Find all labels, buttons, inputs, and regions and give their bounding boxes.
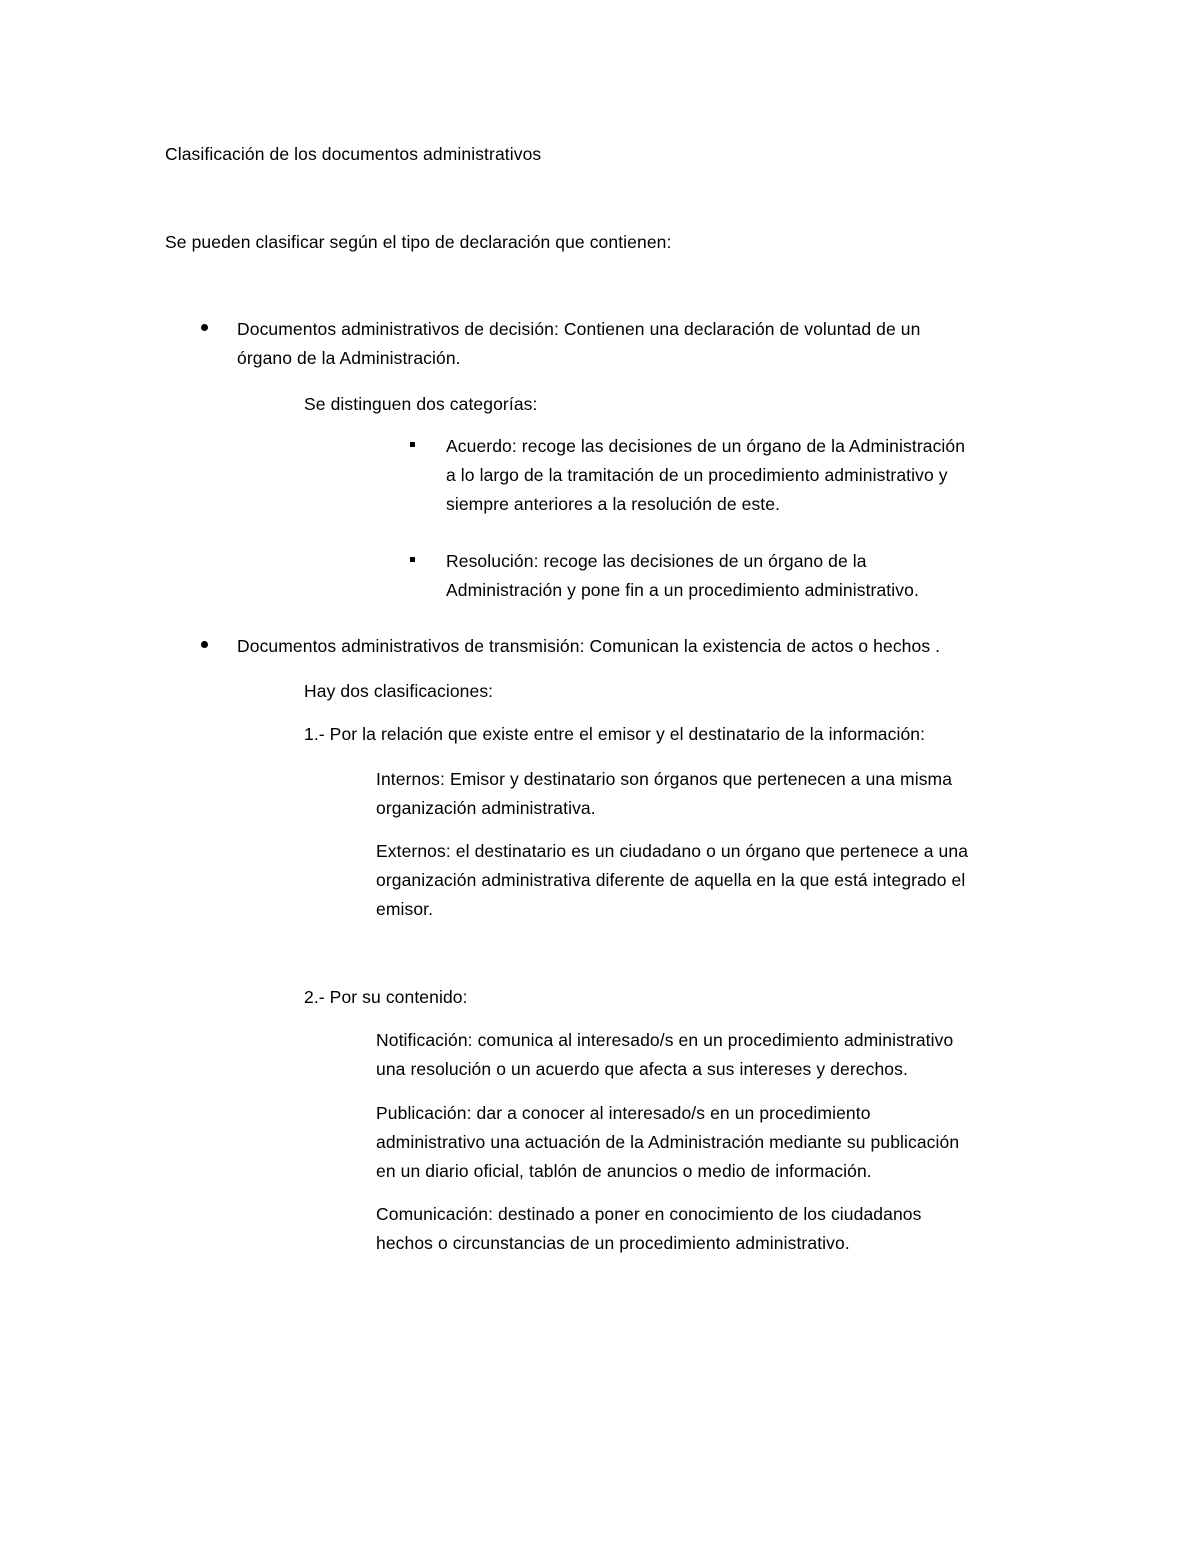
internos-line1: Internos: Emisor y destinatario son órganos que pertenecen a una misma xyxy=(376,769,953,789)
publicacion-line3: en un diario oficial, tablón de anuncios o medio de información. xyxy=(376,1161,872,1181)
externos-line2: organización administrativa diferente de aquella en la que está integrado el xyxy=(376,870,966,890)
acuerdo-line1: Acuerdo: recoge las decisiones de un órgano de la Administración xyxy=(446,436,966,456)
acuerdo-line3: siempre anteriores a la resolución de este. xyxy=(446,494,781,514)
notificacion-line1: Notificación: comunica al interesado/s en un procedimiento administrativo xyxy=(376,1030,954,1050)
section1-sub-intro: Se distinguen dos categorías: xyxy=(304,394,538,414)
section1-bullet-line1: Documentos administrativos de decisión: Contienen una declaración de voluntad de un xyxy=(237,319,921,339)
publicacion-line1: Publicación: dar a conocer al interesado/s en un procedimiento xyxy=(376,1103,871,1123)
bullet-dot-icon xyxy=(201,324,208,331)
bullet-square-icon xyxy=(410,442,415,447)
bullet-square-icon xyxy=(410,557,415,562)
resolucion-line1: Resolución: recoge las decisiones de un órgano de la xyxy=(446,551,867,571)
document-title: Clasificación de los documentos administrativos xyxy=(165,144,542,164)
externos-line1: Externos: el destinatario es un ciudadano o un órgano que pertenece a una xyxy=(376,841,969,861)
resolucion-line2: Administración y pone fin a un procedimiento administrativo. xyxy=(446,580,919,600)
internos-line2: organización administrativa. xyxy=(376,798,596,818)
bullet-dot-icon xyxy=(201,641,208,648)
intro-paragraph: Se pueden clasificar según el tipo de declaración que contienen: xyxy=(165,232,672,252)
notificacion-line2: una resolución o un acuerdo que afecta a sus intereses y derechos. xyxy=(376,1059,908,1079)
externos-line3: emisor. xyxy=(376,899,434,919)
acuerdo-line2: a lo largo de la tramitación de un procedimiento administrativo y xyxy=(446,465,948,485)
comunicacion-line1: Comunicación: destinado a poner en conocimiento de los ciudadanos xyxy=(376,1204,922,1224)
section2-bullet-line1: Documentos administrativos de transmisión: Comunican la existencia de actos o hechos . xyxy=(237,636,941,656)
publicacion-line2: administrativo una actuación de la Administración mediante su publicación xyxy=(376,1132,960,1152)
section1-bullet-line2: órgano de la Administración. xyxy=(237,348,461,368)
section2-sub-intro: Hay dos clasificaciones: xyxy=(304,681,494,701)
comunicacion-line2: hechos o circunstancias de un procedimiento administrativo. xyxy=(376,1233,850,1253)
criterion2-heading: 2.- Por su contenido: xyxy=(304,987,468,1007)
criterion1-heading: 1.- Por la relación que existe entre el emisor y el destinatario de la información: xyxy=(304,724,926,744)
